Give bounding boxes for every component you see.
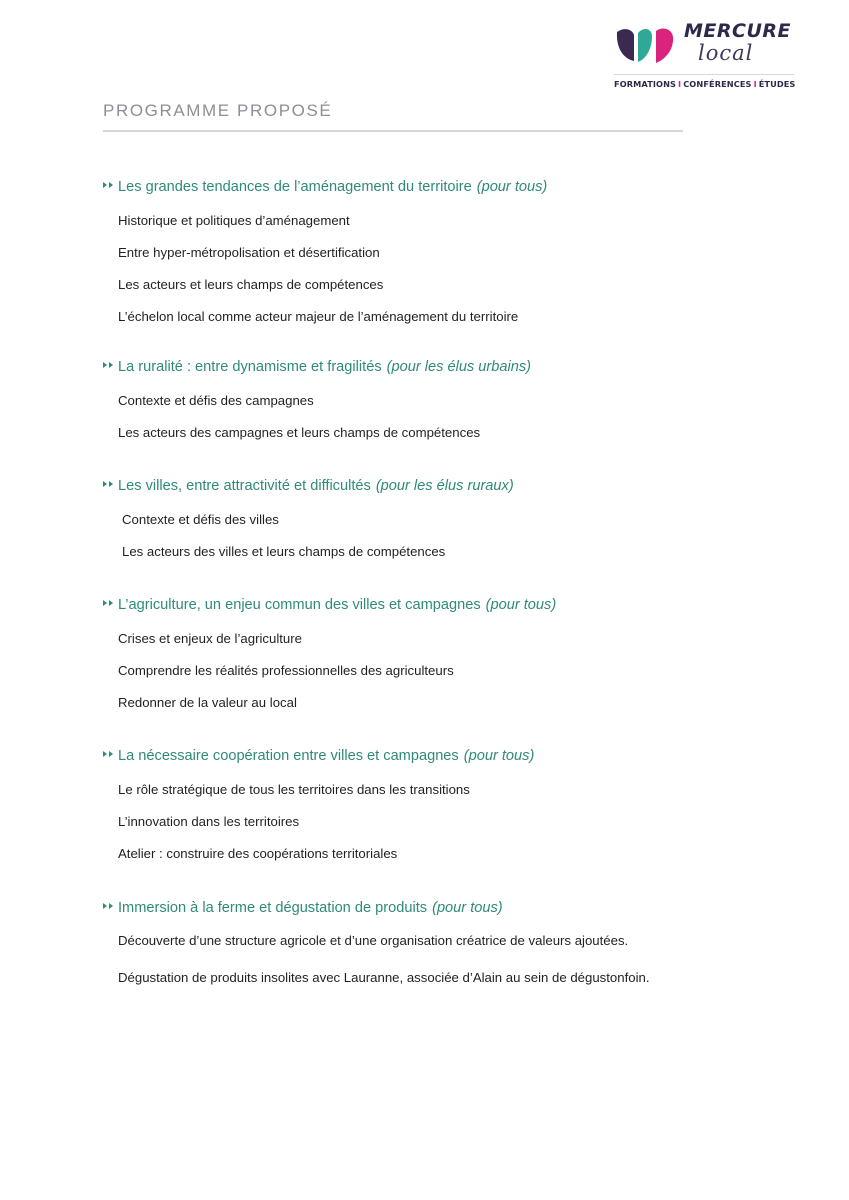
list-item: Les acteurs et leurs champs de compétences — [118, 277, 384, 292]
page-title-divider — [103, 130, 683, 132]
section-items — [103, 932, 763, 986]
section-audience-label: (pour tous) — [485, 597, 557, 614]
section-heading-text: La nécessaire coopération entre villes et campagnes — [118, 748, 459, 765]
list-item: L’innovation dans les territoires — [118, 814, 300, 830]
list-item: Redonner de la valeur au local — [118, 695, 297, 711]
list-item: Les acteurs des villes et leurs champs de compétences — [122, 544, 446, 560]
list-item: Le rôle stratégique de tous les territoires dans les transitions — [118, 782, 470, 798]
program-section — [103, 747, 763, 862]
double-triangle-bullet-icon — [103, 362, 118, 368]
section-audience-label: (pour les élus ruraux) — [375, 478, 514, 495]
section-items — [103, 630, 763, 711]
list-item: Dégustation de produits insolites avec Lauranne, associée d’Alain au sein de dégustonfoin. — [118, 970, 650, 986]
brand-logo — [614, 14, 794, 89]
logo-divider — [614, 74, 794, 75]
tagline-separator-1: I — [678, 79, 682, 89]
section-items — [103, 392, 763, 441]
section-items — [103, 511, 763, 560]
list-item: Contexte et défis des villes — [122, 512, 279, 527]
section-heading-text: La ruralité : entre dynamisme et fragilités — [118, 359, 382, 376]
program-section — [103, 358, 763, 441]
logo-brand-primary: MERCURE — [684, 20, 791, 42]
section-heading — [103, 747, 763, 767]
logo-wordmark — [684, 20, 791, 64]
program-section — [103, 899, 763, 987]
section-audience-label: (pour tous) — [432, 899, 503, 916]
program-list — [103, 178, 763, 1007]
mercure-local-logo-mark-icon — [614, 19, 676, 65]
section-heading — [103, 358, 763, 378]
section-heading — [103, 596, 763, 616]
list-item: Crises et enjeux de l’agriculture — [118, 631, 302, 646]
section-audience-label: (pour tous) — [476, 179, 548, 195]
section-heading-text: L’agriculture, un enjeu commun des villes et campagnes — [118, 597, 481, 614]
list-item: L’échelon local comme acteur majeur de l’aménagement du territoire — [118, 309, 519, 325]
section-heading — [103, 899, 763, 919]
list-item: Les acteurs des campagnes et leurs champs de compétences — [118, 425, 481, 441]
section-heading-text: Les villes, entre attractivité et difficultés — [118, 478, 371, 495]
double-triangle-bullet-icon — [103, 600, 118, 606]
tagline-separator-2: I — [753, 79, 757, 89]
section-audience-label: (pour les élus urbains) — [386, 359, 532, 376]
list-item: Comprendre les réalités professionnelles des agriculteurs — [118, 663, 454, 679]
logo-tagline — [614, 79, 794, 89]
tagline-part-etudes: ÉTUDES — [758, 79, 796, 89]
list-item: Contexte et défis des campagnes — [118, 393, 314, 408]
tagline-part-formations: FORMATIONS — [614, 79, 677, 89]
section-heading-text: Immersion à la ferme et dégustation de produits — [118, 899, 428, 916]
section-items — [103, 781, 763, 862]
double-triangle-bullet-icon — [103, 903, 118, 909]
logo-brand-secondary: local — [698, 41, 754, 65]
program-section — [103, 477, 763, 560]
section-heading — [103, 477, 763, 497]
list-item: Historique et politiques d’aménagement — [118, 212, 350, 228]
logo-row — [614, 14, 794, 70]
list-item: Entre hyper-métropolisation et désertification — [118, 244, 380, 260]
list-item: Atelier : construire des coopérations territoriales — [118, 846, 398, 862]
program-section — [103, 596, 763, 711]
section-items — [103, 212, 763, 326]
double-triangle-bullet-icon — [103, 481, 118, 487]
double-triangle-bullet-icon — [103, 751, 118, 757]
section-heading — [103, 178, 763, 198]
list-item: Découverte d’une structure agricole et d’une organisation créatrice de valeurs ajoutées. — [118, 933, 629, 949]
page-title: PROGRAMME PROPOSÉ — [103, 101, 333, 120]
program-section — [103, 178, 763, 325]
section-heading-text: Les grandes tendances de l’aménagement du territoire — [118, 179, 472, 195]
double-triangle-bullet-icon — [103, 182, 118, 188]
section-audience-label: (pour tous) — [463, 748, 535, 765]
tagline-part-conferences: CONFÉRENCES — [683, 79, 752, 89]
